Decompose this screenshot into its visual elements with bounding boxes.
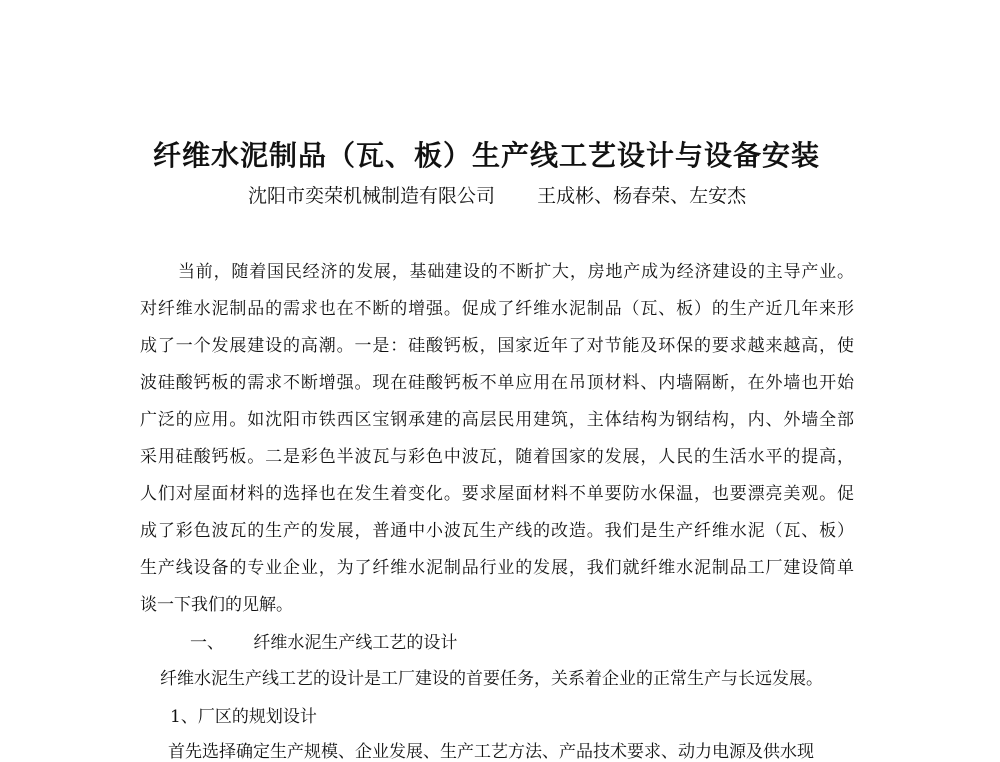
paragraph-line: 人们对屋面材料的选择也在发生着变化。要求屋面材料不单要防水保温，也要漂亮美观。促 [140,484,854,504]
paragraph-line: 谈一下我们的见解。 [140,595,293,615]
section-number: 一、 [190,633,224,653]
paragraph-line: 采用硅酸钙板。二是彩色半波瓦与彩色中波瓦，随着国家的发展，人民的生活水平的提高， [140,447,854,467]
paragraph-line: 成了彩色波瓦的生产的发展，普通中小波瓦生产线的改造。我们是生产纤维水泥（瓦、板） [140,521,854,541]
subsection-paragraph: 首先选择确定生产规模、企业发展、生产工艺方法、产品技术要求、动力电源及供水现 [168,742,814,762]
byline [248,181,746,208]
byline-organization: 沈阳市奕荣机械制造有限公司 [248,185,496,207]
paragraph-line: 广泛的应用。如沈阳市铁西区宝钢承建的高层民用建筑，主体结构为钢结构，内、外墙全部 [140,410,854,430]
section-lead: 纤维水泥生产线工艺的设计是工厂建设的首要任务，关系着企业的正常生产与长远发展。 [160,669,823,689]
paragraph-line: 当前，随着国民经济的发展，基础建设的不断扩大，房地产成为经济建设的主导产业。 [178,262,854,282]
byline-authors: 王成彬、杨春荣、左安杰 [537,185,747,207]
paragraph-line: 生产线设备的专业企业，为了纤维水泥制品行业的发展，我们就纤维水泥制品工厂建设简单 [140,558,854,578]
subsection-heading: 1、厂区的规划设计 [170,707,317,727]
document-title: 纤维水泥制品（瓦、板）生产线工艺设计与设备安装 [152,139,820,172]
intro-paragraph [140,254,854,624]
paragraph-line: 成了一个发展建设的高潮。一是：硅酸钙板，国家近年了对节能及环保的要求越来越高，使 [140,336,854,356]
paragraph-line: 波硅酸钙板的需求不断增强。现在硅酸钙板不单应用在吊顶材料、内墙隔断，在外墙也开始 [140,373,854,393]
section-heading [190,628,457,653]
section-heading-text: 纤维水泥生产线工艺的设计 [253,633,458,653]
paragraph-line: 对纤维水泥制品的需求也在不断的增强。促成了纤维水泥制品（瓦、板）的生产近几年来形 [140,299,854,319]
